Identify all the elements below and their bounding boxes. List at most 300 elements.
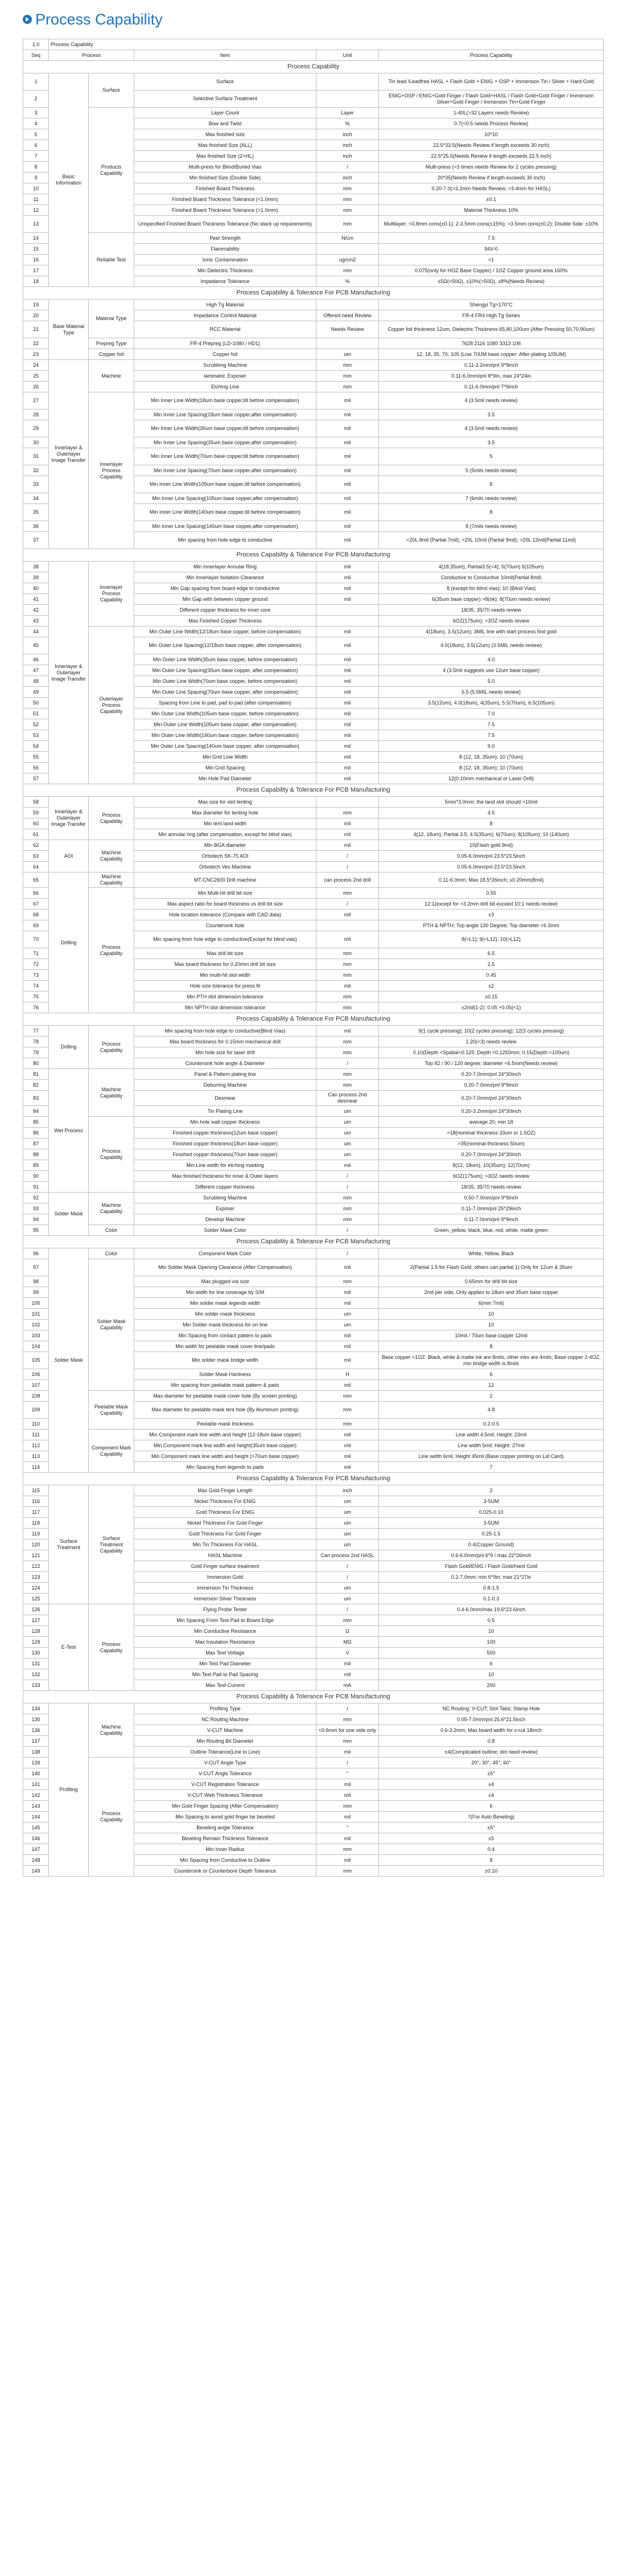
item-cell: Min Component mark line width and height (>70um base copper) (134, 1451, 316, 1462)
table-row (23, 108, 604, 118)
unit-cell: mil (316, 840, 379, 851)
item-cell: MT-CNC2600 Drill machine (134, 873, 316, 888)
item-cell: Min Outer Line Width(35um base copper, before compensation) (134, 654, 316, 665)
item-cell: Scrubbing Machine (134, 360, 316, 371)
seq-cell: 108 (23, 1391, 49, 1402)
item-cell: Component Mark Color (134, 1248, 316, 1259)
seq-cell: 61 (23, 829, 49, 840)
seq-cell: 32 (23, 465, 49, 476)
unit-cell: mm (316, 382, 379, 392)
capability-cell: Copper foil thickness 12um, Dielectric Thickness 65,80,100um (After Pressing 50,70,90um) (379, 321, 604, 338)
table-row (23, 360, 604, 371)
unit-cell: / (316, 1561, 379, 1572)
item-cell: Ionic Contamination (134, 255, 316, 265)
seq-cell: 140 (23, 1768, 49, 1779)
capability-cell: 7.5 (379, 233, 604, 244)
seq-cell: 82 (23, 1080, 49, 1091)
item-cell: Min Inner Line Spacing(70um base copper,after compensation) (134, 465, 316, 476)
capability-cell: 4 (3.5mil suggests use 12um base copper) (379, 665, 604, 676)
seq-cell: 72 (23, 959, 49, 970)
unit-cell: mil (316, 1747, 379, 1758)
capability-cell: 0.11-7.0mm/pnl 9*9inch (379, 1214, 604, 1225)
item-cell: Desmear (134, 1091, 316, 1106)
item-cell: Countersink hole angle & Diameter (134, 1058, 316, 1069)
seq-cell: 20 (23, 310, 49, 321)
item-cell: Min Dielectric Thickness (134, 265, 316, 276)
item-cell: Min spacing from hole edge to conductive(Blind Vias) (134, 1026, 316, 1037)
capability-cell: 12(0.10mm mechanical or Laser Drill) (379, 773, 604, 784)
item-cell: Max finished thickness for inner & Outer layers (134, 1171, 316, 1182)
seq-cell: 57 (23, 773, 49, 784)
process-group-cell: Basic Information (49, 73, 89, 287)
seq-cell: 137 (23, 1736, 49, 1747)
seq-cell: 112 (23, 1440, 49, 1451)
capability-cell: 6 (379, 1369, 604, 1380)
seq-cell: 139 (23, 1758, 49, 1768)
capability-cell: ENIG+OSP / ENIG+Gold Finger / Flash Gold+HASL / Flash Gold+Gold Finger / Immersion Silver+Gold Finger / Immersion Tin+Gold Finger (379, 91, 604, 108)
item-cell: Min Multi-hit drill bit size (134, 888, 316, 899)
seq-cell: 34 (23, 493, 49, 504)
unit-cell: / (316, 162, 379, 173)
unit-cell (316, 300, 379, 310)
unit-cell: mil (316, 1658, 379, 1669)
capability-cell: 18/35, 35/70 needs review (379, 1182, 604, 1193)
item-cell: Min solder mask thickness (134, 1309, 316, 1320)
unit-cell: / (316, 851, 379, 862)
item-cell: Nickel Thickness For ENIG (134, 1496, 316, 1507)
item-cell: FR-4 Prepreg (LD-1080 / HD1) (134, 338, 316, 349)
capability-cell: ±4(Complicated outline; dot need review) (379, 1747, 604, 1758)
item-cell: Copper foil (134, 349, 316, 360)
item-cell: Min Inner Line Spacing(18um base copper,after compensation) (134, 409, 316, 420)
table-row (23, 1026, 604, 1037)
capability-cell: 8 (12, 18, 35um); 10 (70um) (379, 763, 604, 773)
unit-cell: mil (316, 910, 379, 920)
section-title: Process Capability & Tolerance For PCB Manufacturing (23, 1013, 604, 1026)
capability-cell: 10*10 (379, 129, 604, 140)
unit-cell: mil (316, 829, 379, 840)
seq-cell: 109 (23, 1402, 49, 1419)
seq-cell: 124 (23, 1583, 49, 1594)
item-cell: Beveling Remain Thickness Tolerance (134, 1833, 316, 1844)
capability-cell: 4(18,35um), Partial3.5(<4); 5(70um) 6(105um) (379, 562, 604, 572)
unit-cell (316, 91, 379, 108)
item-cell: Gold Thickness For Gold Finger (134, 1529, 316, 1539)
unit-cell: mil (316, 763, 379, 773)
section-header-row (23, 287, 604, 300)
seq-cell: 24 (23, 360, 49, 371)
item-cell: Min Grid Spacing (134, 763, 316, 773)
seq-cell: 63 (23, 851, 49, 862)
seq-cell: 111 (23, 1430, 49, 1440)
unit-cell: mil (316, 1380, 379, 1391)
seq-cell: 60 (23, 818, 49, 829)
item-cell: Max diameter for peelable mask tent hole (By Aluminum printing) (134, 1402, 316, 1419)
seq-cell: 3 (23, 108, 49, 118)
item-cell: Min Solder Mask Opening Clearance (After Compensation) (134, 1259, 316, 1276)
item-cell: Hole location tolerance (Compare with CAD data) (134, 910, 316, 920)
process-subgroup-cell: Process Capability (89, 1117, 134, 1193)
item-cell: Max Test Voltage (134, 1648, 316, 1658)
process-group-cell: Innerlayer & Outerlayer Image Transfer (49, 562, 89, 784)
seq-cell: 73 (23, 970, 49, 981)
capability-cell: 8(<L1); 9(<L12); 10(>L12) (379, 931, 604, 948)
seq-cell: 121 (23, 1550, 49, 1561)
item-cell: Min Inner Line Width(35um base copper,till before compensation) (134, 420, 316, 437)
item-cell: Min Inner Line Spacing(105um base copper,after compensation) (134, 493, 316, 504)
process-subgroup-cell: Process Capability (89, 1758, 134, 1877)
item-cell: Min Spacing to avoid gold finger be beveled (134, 1812, 316, 1823)
item-cell: Orbotech Ves Machine (134, 862, 316, 873)
capability-cell: 22.5*25.5(Needs Review if length exceeds 22.5 inch) (379, 151, 604, 162)
process-subgroup-cell: Surface (89, 73, 134, 108)
process-group-cell: Profiling (49, 1703, 89, 1877)
seq-cell: 101 (23, 1309, 49, 1320)
seq-cell: 75 (23, 992, 49, 1002)
version-row (23, 39, 604, 50)
capability-cell: 4.5 (379, 808, 604, 818)
unit-cell: / (316, 899, 379, 910)
seq-cell: 127 (23, 1615, 49, 1626)
unit-cell: mil (316, 1341, 379, 1352)
item-cell: Countersink or Counterbore Depth Tolerance (134, 1866, 316, 1877)
seq-cell: 19 (23, 300, 49, 310)
item-cell: Min Line width for etching marking (134, 1160, 316, 1171)
item-cell: Finished copper thickness(70um base copper) (134, 1149, 316, 1160)
item-cell: HASL Machine (134, 1550, 316, 1561)
seq-cell: 84 (23, 1106, 49, 1117)
process-subgroup-cell: Innerlayer Process Capability (89, 562, 134, 626)
seq-cell: 40 (23, 583, 49, 594)
unit-cell: Ω (316, 1626, 379, 1637)
unit-cell: mm (316, 888, 379, 899)
seq-cell: 28 (23, 409, 49, 420)
capability-cell: ±5° (379, 1823, 604, 1833)
seq-cell: 22 (23, 338, 49, 349)
seq-cell: 143 (23, 1801, 49, 1812)
unit-cell: mil (316, 1259, 379, 1276)
unit-cell: mil (316, 1812, 379, 1823)
item-cell: Min Spacing from contact pattern to pads (134, 1330, 316, 1341)
seq-cell: 79 (23, 1047, 49, 1058)
seq-cell: 136 (23, 1725, 49, 1736)
section-title: Process Capability (23, 61, 604, 73)
seq-cell: 38 (23, 562, 49, 572)
item-cell: Min Grid Line Width (134, 752, 316, 763)
seq-cell: 42 (23, 605, 49, 616)
seq-cell: 23 (23, 349, 49, 360)
seq-cell: 7 (23, 151, 49, 162)
unit-cell: mil (316, 719, 379, 730)
process-subgroup-cell: Solder Mask Capability (89, 1259, 134, 1391)
item-cell: Min Outer Line Width(140um base copper, before compensation) (134, 730, 316, 741)
capability-cell: ±2 (379, 981, 604, 992)
item-cell: Min Routing Bit Diameter (134, 1736, 316, 1747)
process-group-cell: Solder Mask (49, 1248, 89, 1473)
unit-cell: / (316, 1758, 379, 1768)
section-header-row (23, 1236, 604, 1248)
capability-cell: 0.4 (379, 1844, 604, 1855)
item-cell: Peelable mask thickness (134, 1419, 316, 1430)
section-header-row (23, 1013, 604, 1026)
capability-cell: 7.5 (379, 719, 604, 730)
unit-cell: mm (316, 1419, 379, 1430)
unit-cell: mil (316, 1779, 379, 1790)
process-subgroup-cell: Copper foil (89, 349, 134, 360)
process-subgroup-cell: Products Capability (89, 108, 134, 233)
unit-cell: % (316, 276, 379, 287)
capability-cell: 5 (5mils needs review) (379, 465, 604, 476)
capability-cell: 0.11-6.0mm/pnl 8*9in, max 24*24in (379, 371, 604, 382)
table-row (23, 1248, 604, 1259)
unit-cell (316, 338, 379, 349)
capability-cell: 0.05-7.0mm/pnl 25.6*21.5inch (379, 1714, 604, 1725)
capability-cell: 0.20-7.0mm/pnl 24*30inch (379, 1149, 604, 1160)
unit-cell: mm (316, 1844, 379, 1855)
item-cell: Multi-press for Blind/Buried Vias (134, 162, 316, 173)
unit-cell: mm (316, 183, 379, 194)
seq-cell: 81 (23, 1069, 49, 1080)
item-cell: Min solder mask legends width (134, 1298, 316, 1309)
unit-cell: / (316, 1058, 379, 1069)
section-header-row (23, 549, 604, 562)
seq-cell: 83 (23, 1091, 49, 1106)
unit-cell: / (316, 862, 379, 873)
item-cell: Hole size tolerance for press fit (134, 981, 316, 992)
seq-cell: 86 (23, 1128, 49, 1138)
unit-cell: / (316, 1225, 379, 1236)
seq-cell: 67 (23, 899, 49, 910)
seq-cell: 103 (23, 1330, 49, 1341)
unit-cell: mil (316, 741, 379, 752)
item-cell: Outline Tolerance(Line to Line) (134, 1747, 316, 1758)
item-cell: Immersion Tin Thickness (134, 1583, 316, 1594)
table-row (23, 873, 604, 888)
seq-cell: 77 (23, 1026, 49, 1037)
process-group-cell: Solder Mask (49, 1193, 89, 1236)
seq-cell: 41 (23, 594, 49, 605)
unit-cell: um (316, 1583, 379, 1594)
capability-cell: 3-5UM (379, 1518, 604, 1529)
table-row (23, 797, 604, 808)
unit-cell: ° (316, 1768, 379, 1779)
seq-cell: 105 (23, 1352, 49, 1369)
seq-cell: 10 (23, 183, 49, 194)
item-cell: Min Conductive Resistance (134, 1626, 316, 1637)
unit-cell: mil (316, 521, 379, 532)
unit-cell: um (316, 1117, 379, 1128)
unit-cell (316, 73, 379, 91)
capability-cell: 4.8 (379, 1402, 604, 1419)
capability-cell: 8(12, 18um); 10(35um); 12(70um) (379, 1160, 604, 1171)
process-subgroup-cell: Process Capability (89, 797, 134, 840)
unit-cell: mil (316, 420, 379, 437)
item-cell: Min Component mark line width and height(35um base copper) (134, 1440, 316, 1451)
item-cell: Max plugged via size (134, 1276, 316, 1287)
unit-cell: mm (316, 1736, 379, 1747)
seq-cell: 65 (23, 873, 49, 888)
unit-cell: mm (316, 216, 379, 233)
seq-cell: 11 (23, 194, 49, 205)
capability-cell: 7 (6mils needs review) (379, 493, 604, 504)
seq-cell: 96 (23, 1248, 49, 1259)
unit-cell: mm (316, 1402, 379, 1419)
seq-cell: 80 (23, 1058, 49, 1069)
unit-cell: ug/cm2 (316, 255, 379, 265)
unit-cell: mm (316, 1276, 379, 1287)
item-cell: Immersion Gold (134, 1572, 316, 1583)
capability-cell: 100 (379, 1637, 604, 1648)
version-caption: Process Capability (49, 39, 604, 50)
capability-cell: 3-5UM (379, 1496, 604, 1507)
unit-cell: mm (316, 1391, 379, 1402)
item-cell: Min Inner Line Spacing(35um base copper,after compensation) (134, 437, 316, 448)
unit-cell: mil (316, 752, 379, 763)
capability-cell: 0.7(<0.5 needs Process Review) (379, 118, 604, 129)
process-subgroup-cell: Reliable Test (89, 233, 134, 287)
seq-cell: 37 (23, 532, 49, 549)
unit-cell: Can process 2nd HASL (316, 1550, 379, 1561)
capability-cell: 12:1(except for >3.2mm drill bit exceed 10:1 needs review) (379, 899, 604, 910)
unit-cell: mil (316, 594, 379, 605)
item-cell: Immersion Silver Thickness (134, 1594, 316, 1604)
seq-cell: 144 (23, 1812, 49, 1823)
col-unit: Unit (316, 50, 379, 61)
seq-cell: 45 (23, 637, 49, 654)
item-cell: Selective Surface Treatment (134, 91, 316, 108)
seq-cell: 62 (23, 840, 49, 851)
capability-cell: 2 (379, 1391, 604, 1402)
seq-cell: 132 (23, 1669, 49, 1680)
column-header-row (23, 50, 604, 61)
unit-cell: um (316, 1507, 379, 1518)
seq-cell: 21 (23, 321, 49, 338)
seq-cell: 119 (23, 1529, 49, 1539)
capability-cell: 0.11-6.0mm/pnl 7*9inch (379, 382, 604, 392)
unit-cell: um (316, 1149, 379, 1160)
seq-cell: 116 (23, 1496, 49, 1507)
capability-cell: 8 (379, 1855, 604, 1866)
capability-cell: 10 (379, 1669, 604, 1680)
version-cell: 1.0 (23, 39, 49, 50)
capability-cell: 0.25-1.5 (379, 1529, 604, 1539)
seq-cell: 114 (23, 1462, 49, 1473)
item-cell: Min BGA diameter (134, 840, 316, 851)
item-cell: Finished Board Thickness (134, 183, 316, 194)
capability-cell: 6 (379, 476, 604, 493)
item-cell: Surface (134, 73, 316, 91)
col-item: Item (134, 50, 316, 61)
item-cell: Solder Mask Hardness (134, 1369, 316, 1380)
unit-cell: mil (316, 1160, 379, 1171)
section-header-row (23, 61, 604, 73)
section-title: Process Capability & Tolerance For PCB Manufacturing (23, 1236, 604, 1248)
seq-cell: 88 (23, 1149, 49, 1160)
unit-cell: mm (316, 1866, 379, 1877)
seq-cell: 35 (23, 504, 49, 521)
item-cell: Min Component mark line width and height (12-18um base copper) (134, 1430, 316, 1440)
capability-cell: >35(nominal thickness 50um) (379, 1138, 604, 1149)
unit-cell (316, 920, 379, 931)
capability-cell: 4 (3.5mil needs review) (379, 420, 604, 437)
capability-cell: 500 (379, 1648, 604, 1658)
seq-cell: 55 (23, 752, 49, 763)
process-group-cell: Drilling (49, 873, 89, 1013)
seq-cell: 49 (23, 687, 49, 698)
capability-cell: 18/35, 35/70 needs review (379, 605, 604, 616)
capability-cell: 0.4(Copper Ground) (379, 1539, 604, 1550)
unit-cell: / (316, 1171, 379, 1182)
capability-cell: 6.5 (5.5MIL needs review) (379, 687, 604, 698)
unit-cell: mil (316, 437, 379, 448)
process-subgroup-cell: Machine Capability (89, 840, 134, 873)
item-cell: Deburring Machine (134, 1080, 316, 1091)
table-row (23, 1485, 604, 1496)
unit-cell: mil (316, 476, 379, 493)
process-subgroup-cell: Peelable Mask Capability (89, 1391, 134, 1430)
seq-cell: 39 (23, 572, 49, 583)
unit-cell: mil (316, 665, 379, 676)
item-cell: Min Inner Line Width(105um base copper,till before compensation) (134, 476, 316, 493)
seq-cell: 25 (23, 371, 49, 382)
item-cell: Different copper thickness (134, 1182, 316, 1193)
seq-cell: 95 (23, 1225, 49, 1236)
process-subgroup-cell: Process Capability (89, 888, 134, 1013)
unit-cell: mA (316, 1680, 379, 1691)
seq-cell: 8 (23, 162, 49, 173)
item-cell: Min Innerlayer Isolation Clearance (134, 572, 316, 583)
capability-cell: 6(min 7mil) (379, 1298, 604, 1309)
unit-cell: mm (316, 1069, 379, 1080)
item-cell: Min solder mask bridge width (134, 1352, 316, 1369)
seq-cell: 85 (23, 1117, 49, 1128)
item-cell: Max finished Size (2+HL) (134, 151, 316, 162)
unit-cell: mil (316, 626, 379, 637)
unit-cell: mil (316, 1855, 379, 1866)
capability-cell: 8 (379, 1341, 604, 1352)
item-cell: Max Gold Finger Length (134, 1485, 316, 1496)
item-cell: Max aspect ratio for board thickness vs drill bit size (134, 899, 316, 910)
process-subgroup-cell: Prepreg Type (89, 338, 134, 349)
seq-cell: 59 (23, 808, 49, 818)
unit-cell: Offered need Review (316, 310, 379, 321)
capability-cell: ±5° (379, 1768, 604, 1779)
capability-cell: 2 (379, 1485, 604, 1496)
seq-cell: 4 (23, 118, 49, 129)
seq-cell: 147 (23, 1844, 49, 1855)
table-row (23, 1604, 604, 1615)
item-cell: Min tent land width (134, 818, 316, 829)
item-cell: Max drill bit size (134, 948, 316, 959)
capability-cell: 7.5 (379, 730, 604, 741)
item-cell: Orbotech SK-75 AOI (134, 851, 316, 862)
capability-cell: 10 (379, 1320, 604, 1330)
unit-cell (316, 797, 379, 808)
item-cell: Gold Finger surface treatment (134, 1561, 316, 1572)
process-subgroup-cell: Process Capability (89, 1604, 134, 1691)
section-title: Process Capability & Tolerance For PCB Manufacturing (23, 287, 604, 300)
table-row (23, 73, 604, 91)
item-cell: Max board thickness for 0.15mm mechanical drill (134, 1037, 316, 1047)
process-group-cell: Wet Process (49, 1069, 89, 1193)
item-cell: Min Outer Line Spacing(70um base copper, after compensation) (134, 687, 316, 698)
unit-cell: mm (316, 992, 379, 1002)
unit-cell: mil (316, 1330, 379, 1341)
capability-cell: Conductive to Conductive 10mil(Partial 8mil) (379, 572, 604, 583)
seq-cell: 104 (23, 1341, 49, 1352)
capability-cell: 20*35(Needs Review if length exceeds 30 inch) (379, 173, 604, 183)
process-subgroup-cell: Component Mark Capability (89, 1430, 134, 1473)
